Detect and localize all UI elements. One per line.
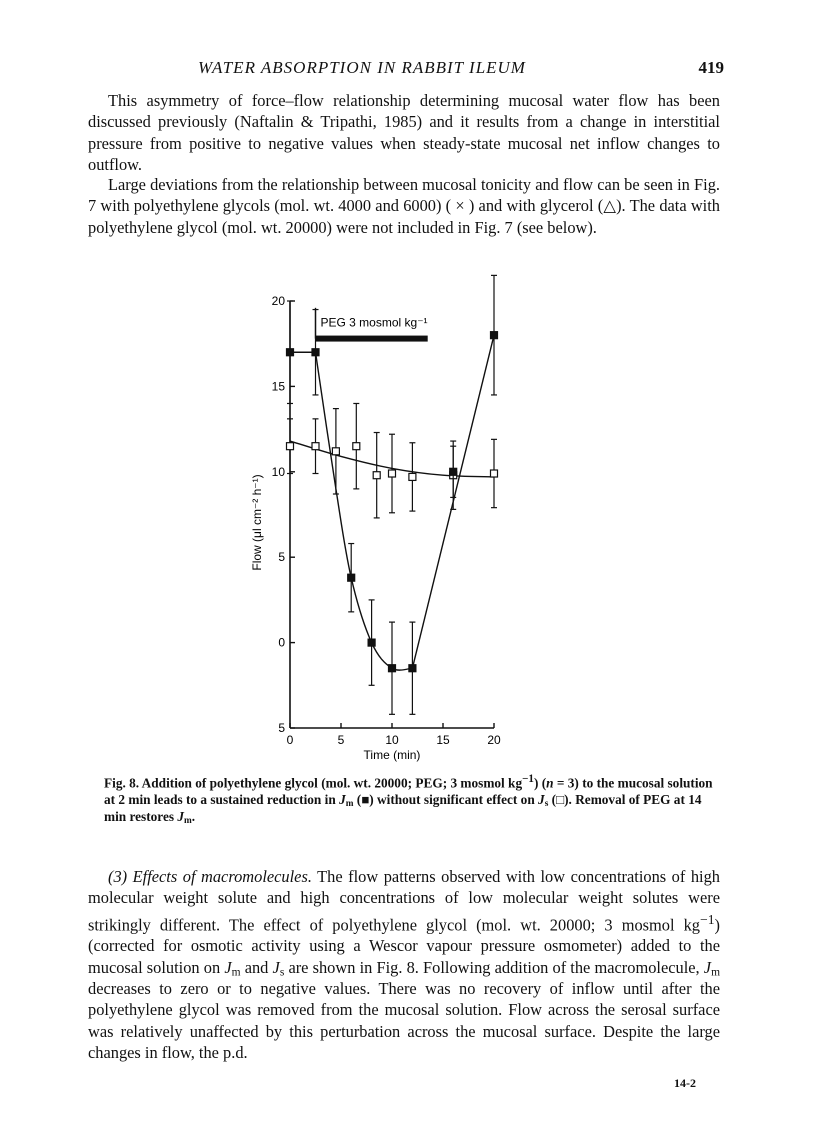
figure-caption (104, 771, 714, 825)
paragraph-text: The flow patterns observed with low concentrations of high molecular weight solute and high concentrations of low molecular weight solutes were strikingly different. The effect of polyethylene glycol (mol. wt. 20000; 3 mosmol kg (88, 867, 720, 935)
caption-italic: J (339, 792, 346, 808)
paragraph-text: are shown in Fig. 8. Following addition of the macromolecule, (284, 957, 704, 977)
caption-sub: m (345, 799, 354, 810)
flow-time-chart (230, 282, 530, 772)
js-point (353, 443, 360, 450)
caption-italic: J (177, 809, 185, 825)
jm-point (348, 574, 355, 581)
paragraph-macromolecules (88, 866, 720, 1063)
peg-bar (316, 336, 428, 342)
x-tick-label: 5 (337, 733, 345, 747)
paragraph-sub: m (711, 965, 720, 978)
caption-italic: n (546, 775, 554, 791)
running-header (88, 58, 724, 82)
caption-text: . (191, 809, 196, 825)
js-point (491, 470, 498, 477)
paragraph-sub: m (231, 965, 241, 978)
peg-annotation: PEG 3 mosmol kg⁻¹ (320, 315, 428, 330)
caption-italic: J (538, 792, 545, 808)
x-tick-label: 15 (436, 733, 450, 747)
running-head-title: WATER ABSORPTION IN RABBIT ILEUM (198, 58, 526, 77)
paragraph-sup: −1 (700, 911, 715, 927)
js-point (389, 470, 396, 477)
js-point (373, 472, 380, 479)
y-tick-label: 15 (271, 379, 285, 394)
caption-sup: −1 (522, 773, 534, 785)
paragraph-asymmetry (88, 90, 720, 175)
jm-point (409, 665, 416, 672)
js-point (332, 448, 339, 455)
paragraph-italic: J (224, 957, 232, 977)
y-tick-label: 0 (278, 635, 285, 650)
y-tick-label: 5 (278, 721, 285, 735)
paragraph-text: ) (corrected for osmotic activity using a Wescor vapour pressure osmometer) added to the mucosal solution on (88, 915, 720, 977)
x-tick-label: 20 (487, 733, 501, 747)
x-tick-label: 10 (385, 733, 399, 747)
paragraph-text: Large deviations from the relationship between mucosal tonicity and flow can be seen in Fig. 7 with polyethylene glycols (mol. wt. 4000 and 6000) ( × ) and with glycerol (△). The data with polyethylene glycol (mol. wt. 20000) were not included in Fig. 7 (see below). (88, 175, 720, 237)
jm-curve (316, 352, 413, 670)
js-point (287, 443, 294, 450)
jm-point (450, 468, 457, 475)
paragraph-text: decreases to zero or to negative values. There was no recovery of inflow until after the polyethylene glycol was removed from the mucosal solution. Flow across the serosal surface was relatively unaffected by this perturbation across the mucosal surface. Despite the large changes in flow, the p.d. (88, 978, 720, 1062)
jm-point (312, 349, 319, 356)
x-tick-label: 0 (286, 733, 294, 747)
jm-point (368, 639, 375, 646)
section-heading: (3) Effects of macromolecules. (108, 867, 312, 886)
caption-text: (□). Removal of PEG at 14 min restores (104, 792, 702, 825)
caption-text: Fig. 8. Addition of polyethylene glycol (mol. wt. 20000; PEG; 3 mosmol kg (104, 775, 523, 791)
jm-point (389, 665, 396, 672)
y-tick-label: 10 (271, 464, 285, 479)
jm-point (287, 349, 294, 356)
page-number: 419 (698, 58, 724, 77)
paragraph-text: and (240, 957, 273, 977)
paragraph-sub: s (279, 965, 285, 978)
js-point (312, 443, 319, 450)
figure-8-chart (230, 282, 530, 772)
paragraph-deviations (88, 174, 720, 238)
y-axis-title: Flow (μl cm⁻² h⁻¹) (250, 474, 264, 571)
paragraph-text: This asymmetry of force–flow relationship determining mucosal water flow has been discussed previously (Naftalin & Tripathi, 1985) and it results from a change in interstitial pressure from positive to negative values when steady-state mucosal net inflow changes to outflow. (88, 91, 720, 174)
caption-text: (■) without significant effect on (353, 792, 539, 808)
paragraph-italic: J (272, 957, 280, 977)
y-tick-label: 5 (278, 550, 285, 565)
paragraph-italic: J (703, 957, 712, 977)
caption-sub: s (544, 799, 549, 810)
js-point (409, 473, 416, 480)
signature-mark: 14-2 (674, 1076, 696, 1090)
jm-point (491, 332, 498, 339)
y-tick-label: 20 (271, 294, 285, 308)
caption-text: = 3) to the mucosal solution at 2 min leads to a sustained reduction in (104, 775, 713, 808)
x-axis-title: Time (min) (363, 748, 421, 762)
caption-text: ) ( (533, 775, 547, 791)
caption-sub: m (184, 816, 192, 827)
